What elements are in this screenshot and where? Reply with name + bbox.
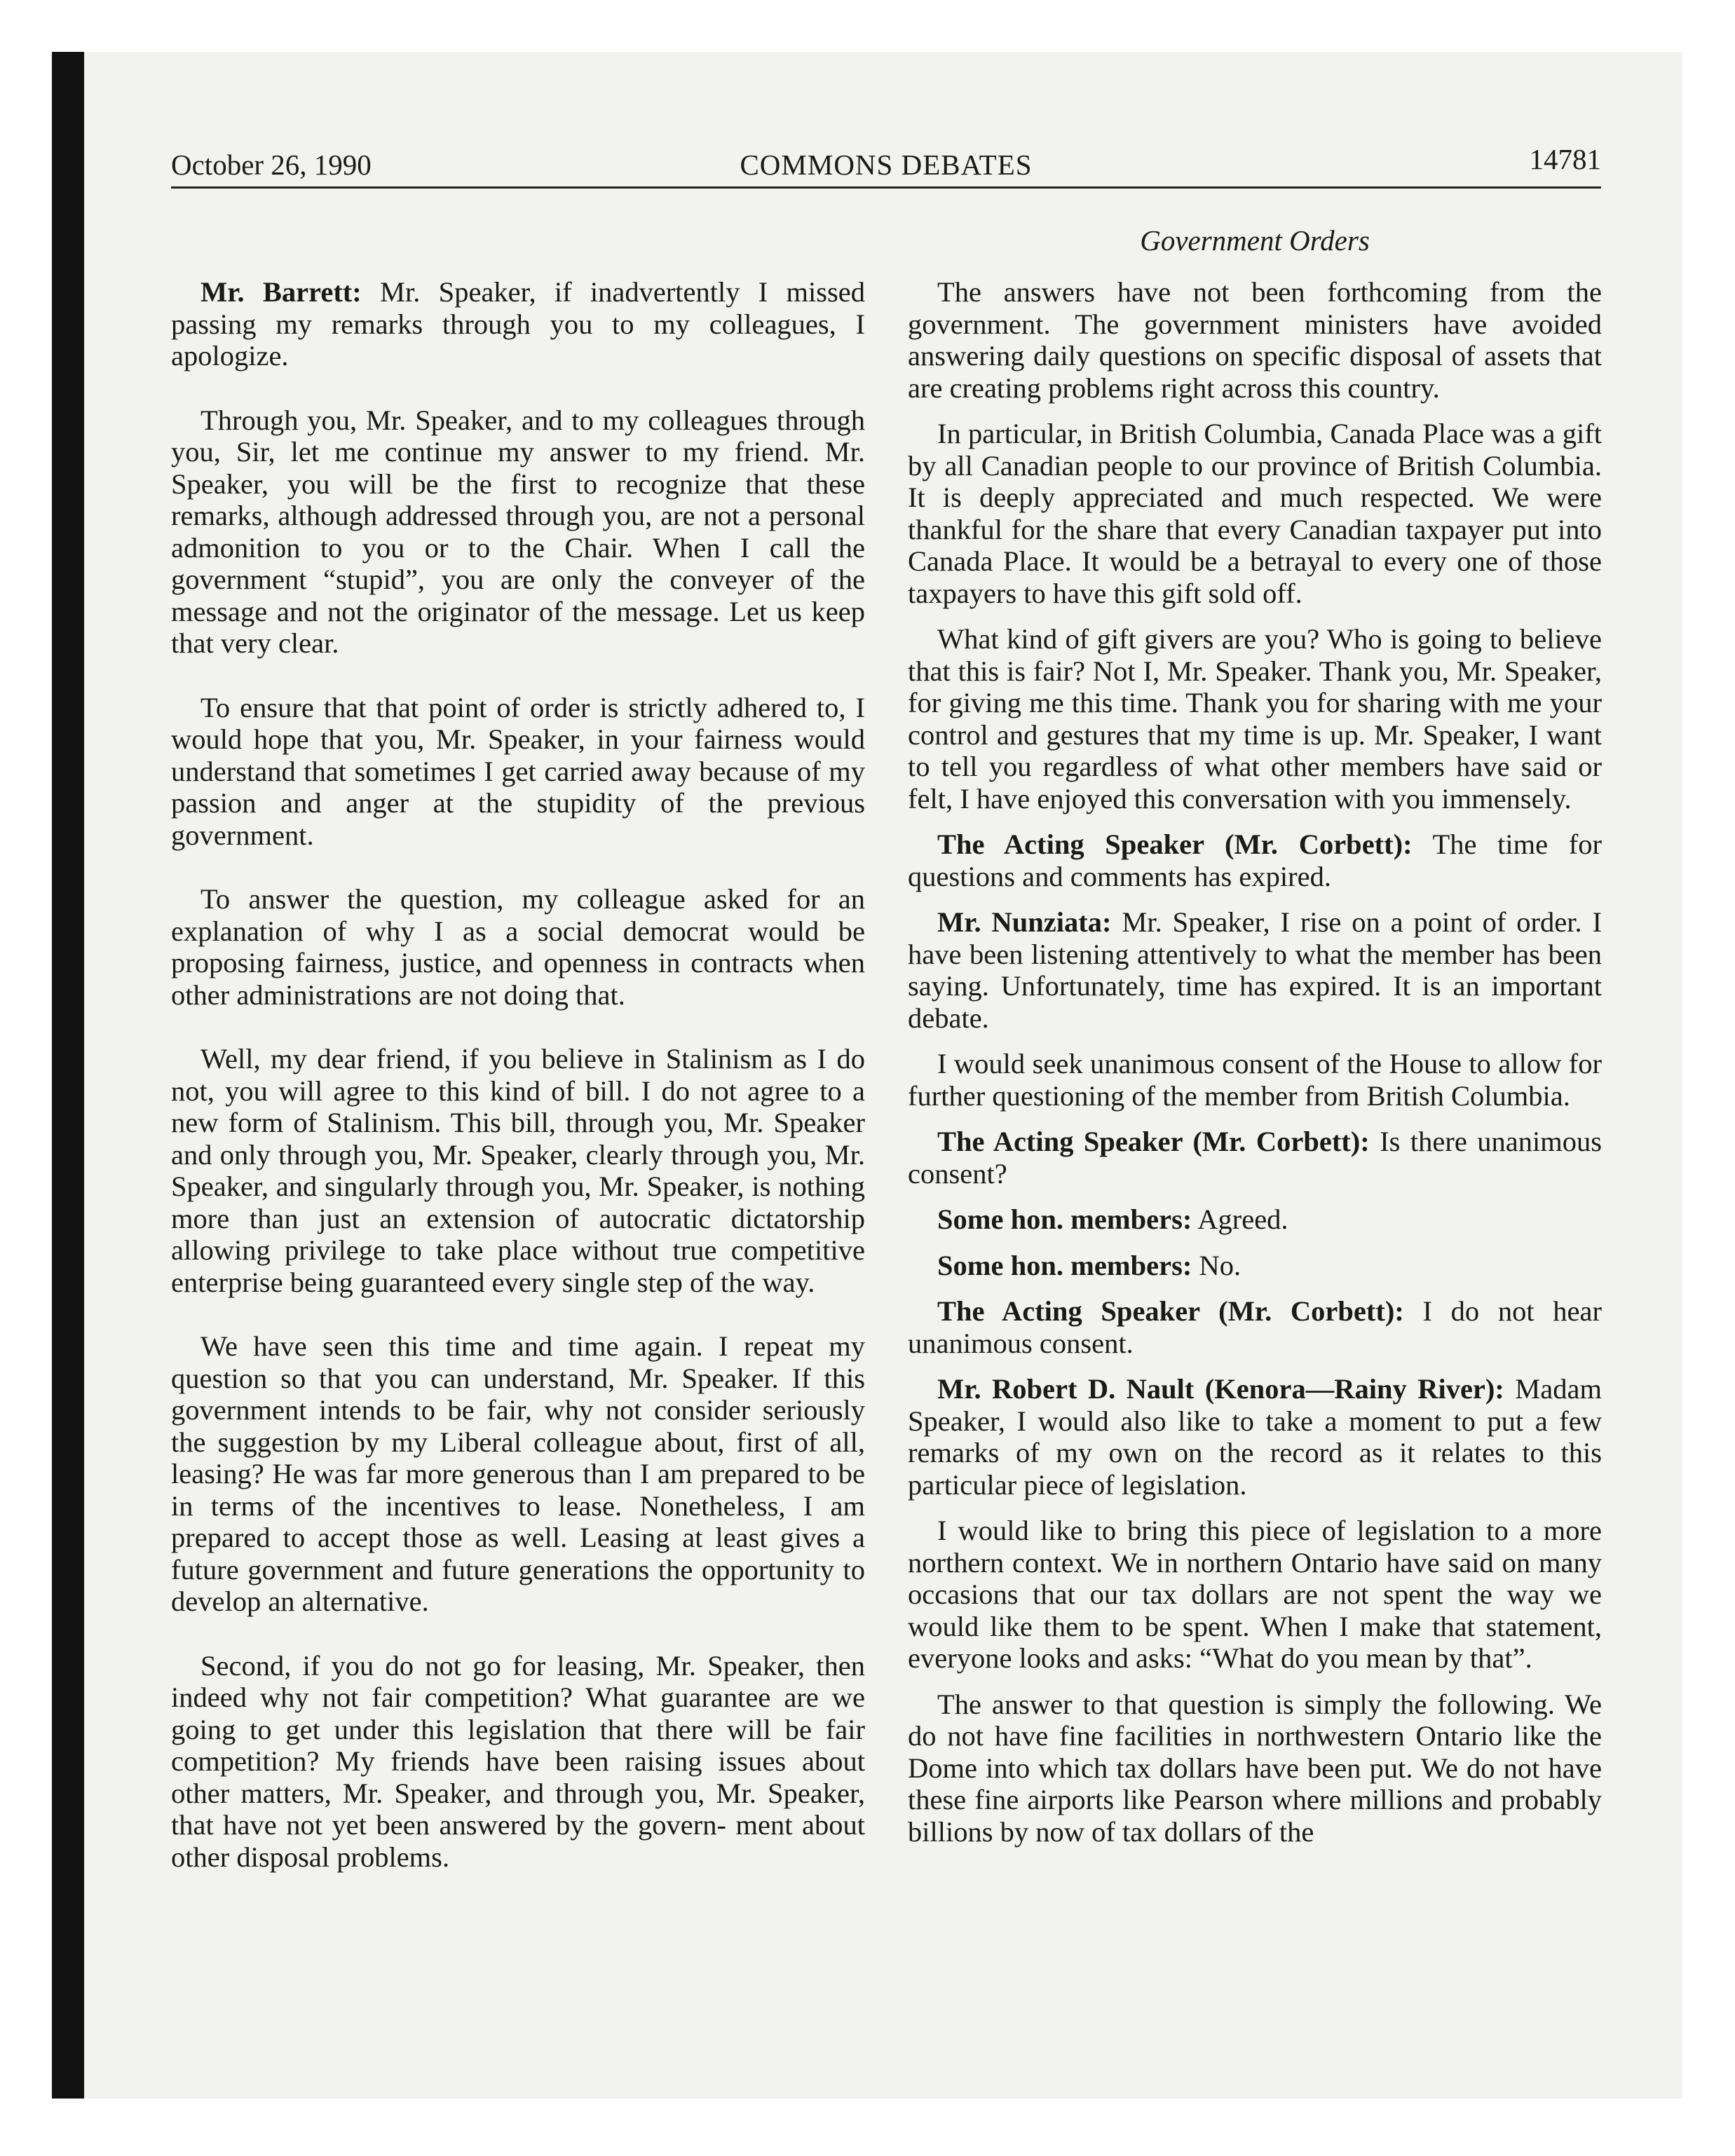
header-rule: [171, 186, 1601, 189]
paragraph: [908, 906, 1602, 1034]
paragraph: [908, 418, 1602, 609]
speaker-name: Some hon. members:: [937, 1249, 1192, 1281]
paragraph: [908, 1250, 1602, 1282]
paragraph: [908, 276, 1602, 404]
right-column: [908, 276, 1602, 1862]
paragraph-text: In particular, in British Columbia, Canada Place was a gift by all Canadian people to our province of British Columbia. It is deeply appreciated and much respected. We were thankful for the share that every Canadian taxpayer put into Canada Place. It would be a betrayal to every one of those taxpayers to have this gift sold off.: [908, 418, 1602, 609]
paragraph-text: Well, my dear friend, if you believe in Stalinism as I do not, you will agree to this kind of bill. I do not agree to a new form of Stalinism. This bill, through you, Mr. Speaker and only through you, Mr. Speaker, clearly through you, Mr. Speaker, and singularly through you, Mr. Speaker, is nothing more than just an extension of autocratic dictatorship allowing privilege to take place without true competitive enterprise being guaranteed every single step of the way.: [171, 1043, 865, 1298]
paragraph-text: The answers have not been forthcoming from the government. The government ministers have avoided answering daily questions on specific disposal of assets that are creating problems right across this country.: [908, 276, 1602, 404]
paragraph-text: To ensure that that point of order is strictly adhered to, I would hope that you, Mr. Speaker, in your fairness would understand that sometimes I get carried away because of my passion and anger at the stupidity of the previous government.: [171, 691, 865, 851]
paragraph-text: What kind of gift givers are you? Who is going to believe that this is fair? Not I, Mr. Speaker. Thank you, Mr. Speaker, for giving me this time. Thank you for sharing with me your control and gestures that my time is up. Mr. Speaker, I want to tell you regardless of what other members have said or felt, I have enjoyed this conversation with you immensely.: [908, 623, 1602, 814]
paragraph: [908, 1203, 1602, 1236]
paragraph: [908, 1126, 1602, 1189]
paragraph-text: I do not hear unanimous consent.: [908, 1295, 1602, 1359]
paragraph: [908, 623, 1602, 814]
header-page-number: 14781: [1529, 143, 1601, 175]
paragraph: [171, 1330, 865, 1618]
paragraph-text: Second, if you do not go for leasing, Mr. Speaker, then indeed why not fair competition? What guarantee are we going to get under this legislation that there will be fair competition? My friends have been raising issues about other matters, Mr. Speaker, and through you, Mr. Speaker, that have not yet been answered by the govern- ment about other disposal problems.: [171, 1649, 865, 1873]
paragraph-text: I would like to bring this piece of legislation to a more northern context. We in northern Ontario have said on many occasions that our tax dollars are not spent the way we would like them to be spent. When I make that statement, everyone looks and asks: “What do you mean by that”.: [908, 1515, 1602, 1674]
paragraph: [908, 1688, 1602, 1848]
header-title: COMMONS DEBATES: [740, 149, 1033, 181]
speaker-name: The Acting Speaker (Mr. Corbett):: [937, 828, 1413, 860]
paragraph-text: Mr. Speaker, I rise on a point of order. I have been listening attentively to what the member has been saying. Unfortunately, time has expired. It is an important debate.: [908, 906, 1602, 1034]
left-column: [171, 276, 865, 1905]
paragraph-text: To answer the question, my colleague asked for an explanation of why I as a social democrat would be proposing fairness, justice, and openness in contracts when other administrations are not doing that.: [171, 883, 865, 1011]
speaker-name: Mr. Nunziata:: [937, 906, 1112, 938]
paragraph: [171, 276, 865, 372]
speaker-name: The Acting Speaker (Mr. Corbett):: [937, 1126, 1370, 1157]
paragraph-text: Agreed.: [1192, 1203, 1288, 1235]
paragraph-text: The time for questions and comments has expired.: [908, 828, 1602, 892]
page-header: [171, 140, 1601, 189]
paragraph-text: Through you, Mr. Speaker, and to my colleagues through you, Sir, let me continue my answer to my friend. Mr. Speaker, you will be the first to recognize that these remarks, although addressed through you, are not a personal admonition to you or to the Chair. When I call the government “stupid”, you are only the conveyer of the message and not the originator of the message. Let us keep that very clear.: [171, 404, 865, 659]
scan-edge-shadow: [52, 52, 84, 2099]
paragraph: [908, 1515, 1602, 1674]
paragraph-text: Is there unanimous consent?: [908, 1126, 1602, 1189]
paragraph-text: Madam Speaker, I would also like to take a moment to put a few remarks of my own on the record as it relates to this particular piece of legislation.: [908, 1373, 1602, 1501]
paragraph-text: The answer to that question is simply the following. We do not have fine facilities in northwestern Ontario like the Dome into which tax dollars have been put. We do not have these fine airports like Pearson where millions and probably billions by now of tax dollars of the: [908, 1688, 1602, 1848]
paragraph: [171, 883, 865, 1011]
paragraph: [908, 1373, 1602, 1501]
paragraph: [171, 692, 865, 852]
header-date: October 26, 1990: [171, 149, 372, 181]
paragraph-text: Mr. Speaker, if inadvertently I missed passing my remarks through you to my colleagues, I apologize.: [171, 276, 865, 371]
paragraph: [908, 828, 1602, 892]
speaker-name: The Acting Speaker (Mr. Corbett):: [937, 1295, 1404, 1327]
speaker-name: Some hon. members:: [937, 1203, 1192, 1235]
paragraph: [171, 404, 865, 660]
paragraph: [171, 1650, 865, 1874]
paragraph-text: We have seen this time and time again. I repeat my question so that you can understand, Mr. Speaker. If this government intends to be fair, why not consider seriously the suggestion by my Liberal colleague about, first of all, leasing? He was far more generous than I am prepared to be in terms of the incentives to lease. Nonetheless, I am prepared to accept those as well. Leasing at least gives a future government and future generations the opportunity to develop an alternative.: [171, 1330, 865, 1617]
paragraph-text: I would seek unanimous consent of the House to allow for further questioning of the member from British Columbia.: [908, 1048, 1602, 1112]
speaker-name: Mr. Barrett:: [200, 276, 362, 308]
paragraph: [908, 1295, 1602, 1359]
section-title: Government Orders: [1140, 224, 1370, 257]
speaker-name: Mr. Robert D. Nault (Kenora—Rainy River):: [937, 1373, 1504, 1405]
paragraph: [908, 1048, 1602, 1112]
paragraph: [171, 1043, 865, 1298]
paragraph-text: No.: [1192, 1249, 1241, 1281]
